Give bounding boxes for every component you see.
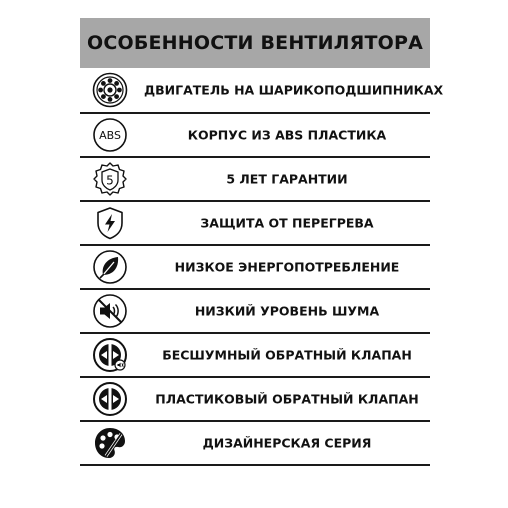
feature-label: 5 ЛЕТ ГАРАНТИИ (226, 171, 348, 187)
abs-icon-text: ABS (99, 129, 121, 142)
list-item (80, 334, 430, 378)
leaf-icon (92, 249, 128, 285)
list-item (80, 290, 430, 334)
list-item (80, 422, 430, 466)
plastic-valve-icon (92, 381, 128, 417)
feature-label: ДИЗАЙНЕРСКАЯ СЕРИЯ (202, 435, 372, 451)
speaker-muted-icon (92, 293, 128, 329)
feature-label: КОРПУС ИЗ ABS ПЛАСТИКА (187, 127, 387, 143)
feature-label: БЕСШУМНЫЙ ОБРАТНЫЙ КЛАПАН (162, 347, 412, 363)
palette-icon (92, 425, 128, 461)
header-banner (80, 18, 430, 68)
list-item (80, 158, 430, 202)
features-list (80, 68, 444, 466)
feature-label: ДВИГАТЕЛЬ НА ШАРИКОПОДШИПНИКАХ (144, 82, 444, 98)
page-title: ОСОБЕННОСТИ ВЕНТИЛЯТОРА (86, 32, 424, 54)
list-item (80, 68, 444, 114)
silent-valve-icon (92, 337, 128, 373)
abs-icon (92, 117, 128, 153)
list-item (80, 378, 430, 422)
list-item (80, 246, 430, 290)
feature-label: НИЗКИЙ УРОВЕНЬ ШУМА (194, 303, 380, 319)
list-item (80, 114, 430, 158)
ball-bearing-icon (92, 72, 128, 108)
feature-label: ЗАЩИТА ОТ ПЕРЕГРЕВА (200, 215, 374, 231)
warranty-shield-icon (92, 161, 128, 197)
feature-label: НИЗКОЕ ЭНЕРГОПОТРЕБЛЕНИЕ (174, 259, 400, 275)
lightning-shield-icon (92, 205, 128, 241)
feature-label: ПЛАСТИКОВЫЙ ОБРАТНЫЙ КЛАПАН (155, 391, 419, 407)
warranty-icon-text: 5 (106, 173, 114, 188)
list-item (80, 202, 430, 246)
